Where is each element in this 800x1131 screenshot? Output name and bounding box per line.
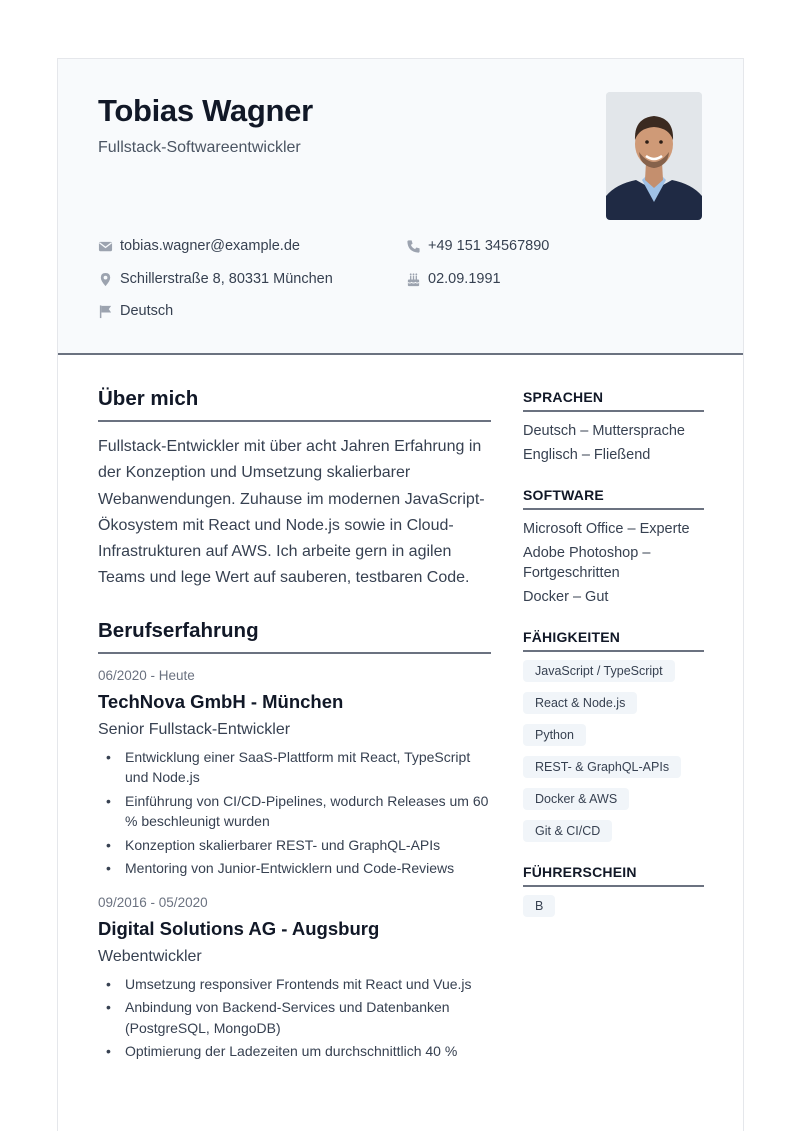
software-item: Docker – Gut (523, 589, 609, 605)
skill-tag: Git & CI/CD (523, 820, 612, 842)
job-entry (98, 895, 491, 1062)
job-bullet: • Anbindung von Backend-Services und Datenbanken (PostgreSQL, MongoDB) (106, 997, 491, 1038)
about-text: Fullstack-Entwickler mit über acht Jahren Erfahrung in der Konzeption und Umsetzung skalierbarer Webanwendungen. Zuhause im modernen JavaScript-Ökosystem mit React und Node.js sowie in Cloud-Infrastrukturen auf AWS. Ich arbeite gern in agilen Teams und lege Wert auf sauberen, testbaren Code. (98, 438, 485, 587)
job-date: 06/2020 - Heute (98, 667, 195, 683)
skills-tags (523, 660, 704, 842)
job-title: Fullstack-Softwareentwickler (98, 139, 301, 156)
birthday-cake-icon (406, 272, 421, 287)
software-list (523, 519, 704, 607)
software-heading: SOFTWARE (523, 487, 704, 510)
job-bullets (98, 974, 491, 1062)
job-bullet: • Umsetzung responsiver Frontends mit React und Vue.js (106, 974, 491, 995)
mail-icon (98, 239, 113, 254)
skill-tag: Docker & AWS (523, 788, 629, 810)
job-bullets (98, 747, 491, 879)
contact-nationality-text: Deutsch (120, 303, 174, 319)
languages-section (523, 389, 704, 465)
job-role: Senior Fullstack-Entwickler (98, 720, 291, 738)
sidebar-column (523, 389, 704, 917)
license-tags (523, 895, 704, 917)
skill-tag: Python (523, 724, 586, 746)
contact-phone-text: +49 151 34567890 (428, 238, 550, 254)
contact-address-text: Schillerstraße 8, 80331 München (120, 271, 333, 287)
languages-heading: SPRACHEN (523, 389, 704, 412)
software-item: Adobe Photoshop – Fortgeschritten (523, 545, 651, 581)
job-entry (98, 668, 491, 879)
resume-header (58, 59, 743, 355)
skills-heading: FÄHIGKEITEN (523, 629, 704, 652)
contact-email-text: tobias.wagner@example.de (120, 238, 300, 254)
contact-birthdate-text: 02.09.1991 (428, 271, 501, 287)
phone-icon (406, 239, 421, 254)
map-pin-icon (98, 272, 113, 287)
language-item: Englisch – Fließend (523, 447, 651, 463)
person-name: Tobias Wagner (98, 93, 313, 128)
skill-tag: React & Node.js (523, 692, 637, 714)
flag-icon (98, 304, 113, 319)
job-bullet: • Optimierung der Ladezeiten um durchschnittlich 40 % (106, 1041, 491, 1062)
contact-phone (406, 238, 549, 254)
job-bullet: • Einführung von CI/CD-Pipelines, wodurch Releases um 60 % beschleunigt wurden (106, 791, 491, 832)
resume-page (57, 58, 744, 1131)
license-heading: FÜHRERSCHEIN (523, 864, 704, 887)
job-company: Digital Solutions AG - Augsburg (98, 917, 380, 939)
language-item: Deutsch – Muttersprache (523, 423, 685, 439)
contact-nationality (98, 303, 173, 319)
portrait-image (606, 92, 702, 220)
job-bullet: • Mentoring von Junior-Entwicklern und Code-Reviews (106, 858, 491, 879)
software-section (523, 487, 704, 607)
skill-tag: REST- & GraphQL-APIs (523, 756, 681, 778)
main-column (98, 387, 491, 1065)
experience-heading: Berufserfahrung (98, 619, 491, 654)
job-bullet: • Entwicklung einer SaaS-Plattform mit React, TypeScript und Node.js (106, 747, 491, 788)
contact-birthdate (406, 271, 501, 287)
job-date: 09/2016 - 05/2020 (98, 894, 208, 910)
job-company: TechNova GmbH - München (98, 690, 344, 712)
job-role: Webentwickler (98, 947, 202, 965)
license-section (523, 864, 704, 917)
about-heading: Über mich (98, 387, 491, 422)
software-item: Microsoft Office – Experte (523, 521, 690, 537)
contact-address (98, 271, 333, 287)
job-bullet: • Konzeption skalierbarer REST- und GraphQL-APIs (106, 835, 491, 856)
skill-tag: JavaScript / TypeScript (523, 660, 675, 682)
license-tag: B (523, 895, 555, 917)
skills-section (523, 629, 704, 842)
contact-email (98, 238, 300, 254)
profile-photo (606, 92, 702, 220)
languages-list (523, 421, 704, 465)
